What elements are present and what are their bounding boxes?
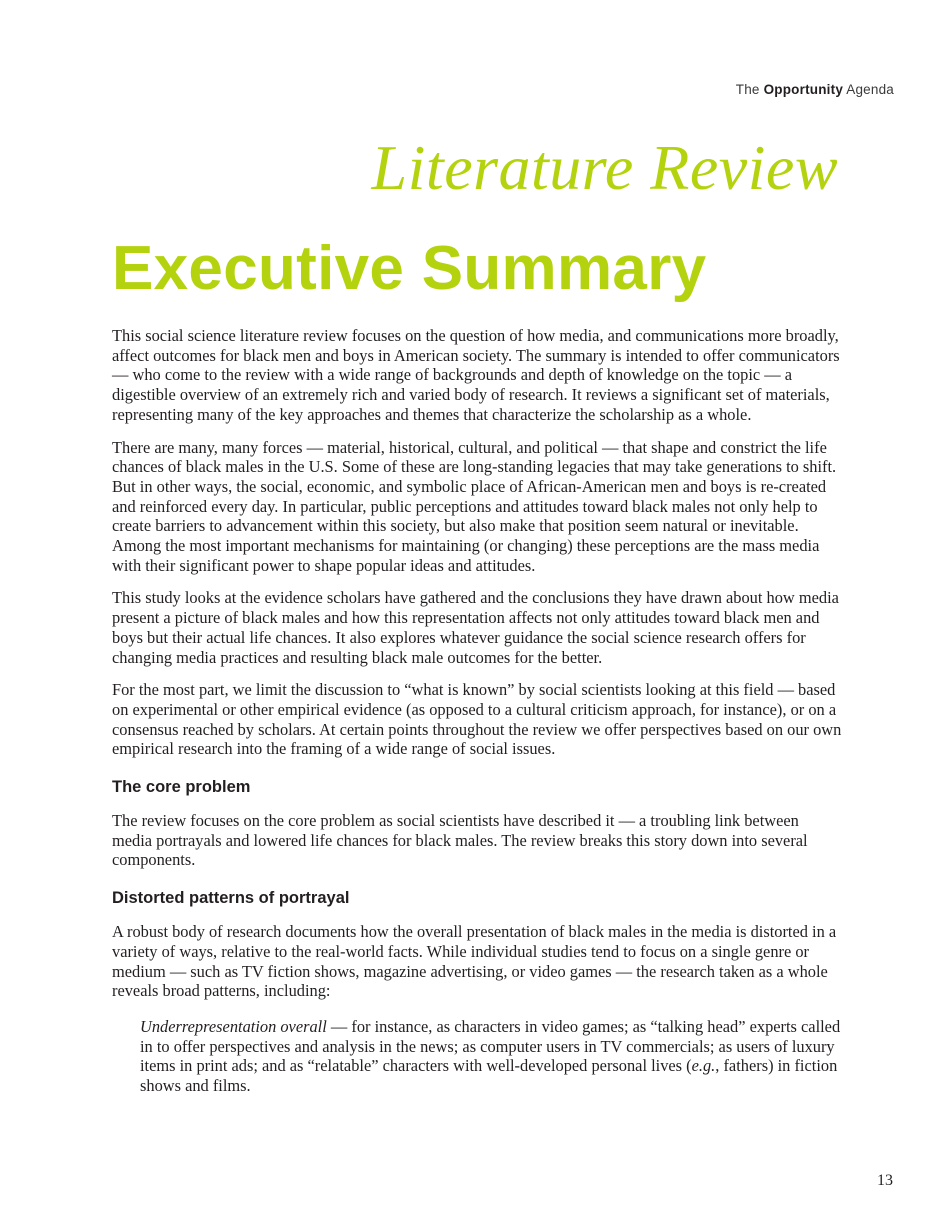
paragraph-distorted-patterns: A robust body of research documents how the overall presentation of black males in the media is distorted in a variety of ways, relative to the real-world facts. While individual studies tend to focus on a single genre or medium — such as TV fiction shows, magazine advertising, or video games — the research taken as a whole reveals broad patterns, including: (112, 922, 837, 1001)
body-text (112, 326, 842, 1109)
section-label: Literature Review (371, 132, 838, 203)
page-title: Executive Summary (112, 234, 707, 303)
list-item-underrepresentation (140, 1017, 842, 1096)
paragraph-core-problem: The review focuses on the core problem as social scientists have described it — a troubling link between media portrayals and lowered life chances for black males. The review breaks this story down into several components. (112, 811, 808, 870)
header-prefix: The (735, 82, 760, 97)
paragraph-scope: For the most part, we limit the discussion to “what is known” by social scientists looking at this field — based on experimental or other empirical evidence (as opposed to a cultural criticism approach, for instance), or on a consensus reached by scholars. At certain points throughout the review we offer perspectives based on our own empirical research into the framing of a wide range of social issues. (112, 680, 842, 759)
paragraph-intro: This social science literature review focuses on the question of how media, and communications more broadly, affect outcomes for black men and boys in American society. The summary is intended to offer communicators — who come to the review with a wide range of backgrounds and depth of knowledge on the topic — a digestible overview of an extremely rich and varied body of research. It reviews a significant set of materials, representing many of the key approaches and themes that characterize the scholarship as a whole. (112, 326, 840, 424)
running-header (736, 82, 894, 97)
page-number: 13 (877, 1172, 893, 1189)
item-eg: e.g. (691, 1056, 716, 1076)
item-text-a: — for instance, as characters in video games; as “talking head” experts called in to offer perspectives and analysis in the news; as computer users in TV commercials; as users of luxury items in print ads; and as “relatable” characters with well-developed personal lives ( (140, 1016, 841, 1076)
heading-core-problem: The core problem (112, 778, 251, 797)
paragraph-forces: There are many, many forces — material, historical, cultural, and political — that shape and constrict the life chances of black males in the U.S. Some of these are long-standing legacies that may take generations to shift. But in other ways, the social, economic, and symbolic place of African-American men and boys is re-created and reinforced every day. In particular, public perceptions and attitudes toward black males not only help to create barriers to advancement within this society, but also make that position seem natural or inevitable. Among the most important mechanisms for maintaining (or changing) these perceptions are the mass media with their significant power to shape popular ideas and attitudes. (112, 437, 837, 575)
item-term: Underrepresentation overall (140, 1016, 327, 1036)
header-brand: Opportunity (763, 82, 844, 97)
paragraph-study: This study looks at the evidence scholars have gathered and the conclusions they have drawn about how media present a picture of black males and how this representation affects not only attitudes toward black men and boys but their actual life chances. It also explores whatever guidance the social science research offers for changing media practices and resulting black male outcomes for the better. (112, 588, 839, 667)
heading-distorted-patterns: Distorted patterns of portrayal (112, 889, 350, 908)
header-suffix: Agenda (846, 82, 894, 97)
item-text-b: , fathers) in fiction shows and films. (140, 1056, 838, 1096)
